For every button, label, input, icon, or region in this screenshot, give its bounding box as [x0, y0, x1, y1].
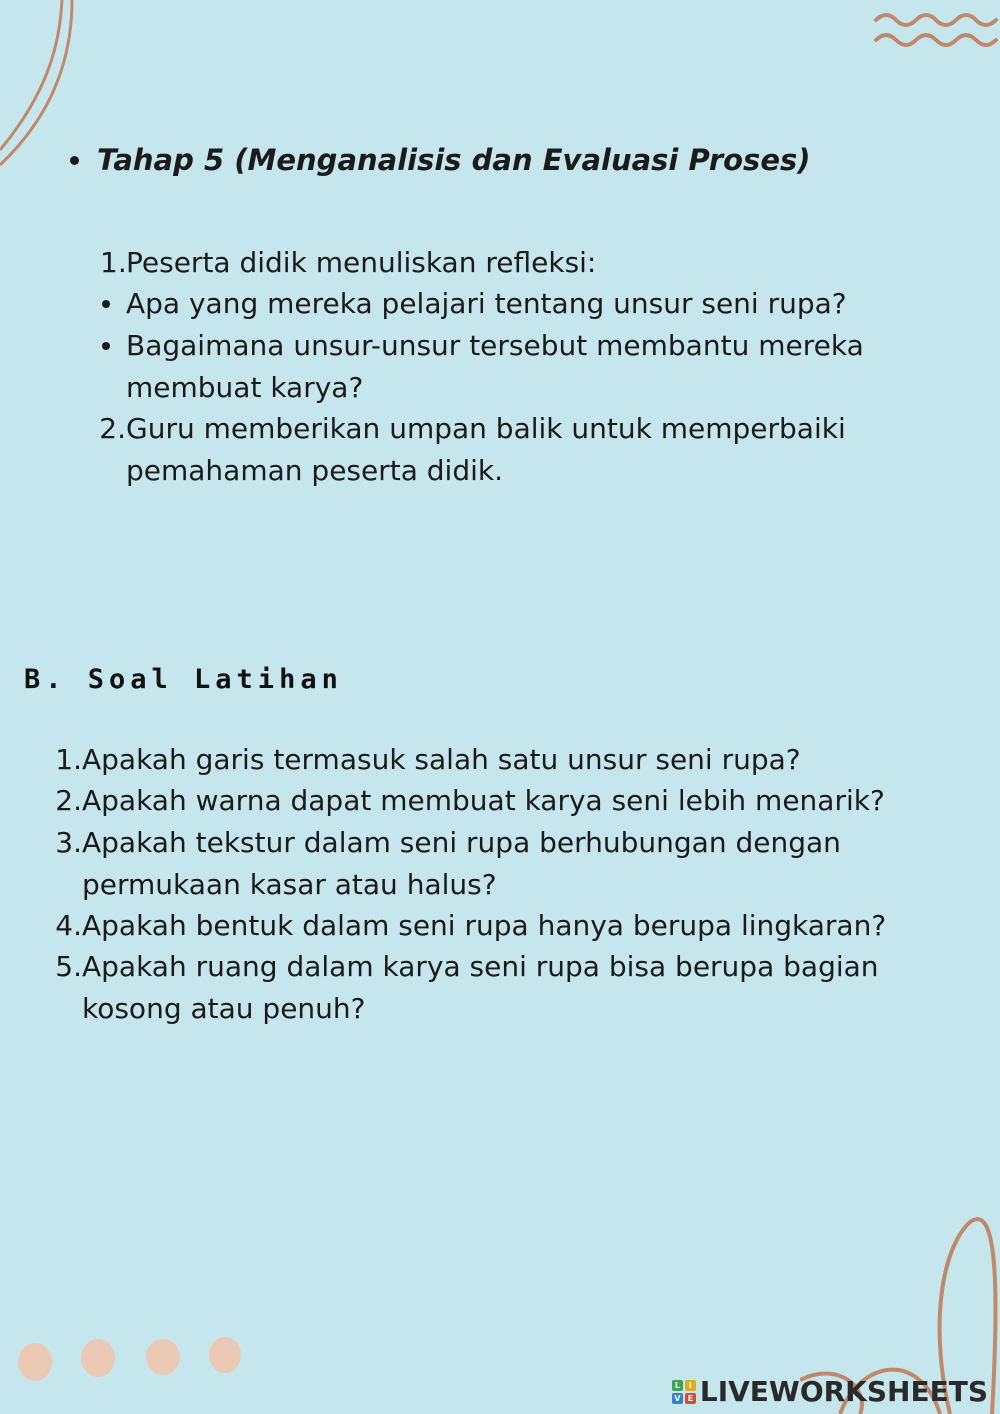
subitem-text-line-1: Bagaimana unsur-unsur tersebut membantu mereka	[126, 329, 864, 362]
question-text: Apakah bentuk dalam seni rupa hanya berupa lingkaran?	[82, 909, 887, 942]
subitem-text-line-2: membuat karya?	[126, 370, 364, 404]
item-text-line-2: pemahaman peserta didik.	[126, 453, 504, 487]
question-text-line-2: kosong atau penuh?	[82, 991, 366, 1025]
bullet-icon	[102, 342, 110, 350]
stage-subitem-1	[80, 283, 960, 325]
item-text-line-1: Guru memberikan umpan balik untuk memperbaiki	[126, 412, 846, 445]
top-right-wave-decoration	[872, 8, 1000, 56]
stage-heading-text: Tahap 5 (Menganalisis dan Evaluasi Proses)	[97, 143, 811, 177]
item-number: 2.	[99, 412, 126, 445]
stage-item-1	[100, 242, 960, 284]
question-number: 2.	[55, 784, 82, 817]
item-text: Peserta didik menuliskan refleksi:	[126, 246, 597, 279]
bullet-icon	[102, 300, 110, 308]
question-1	[50, 739, 980, 781]
question-number: 4.	[55, 909, 82, 942]
logo-letter-l: L	[672, 1380, 683, 1391]
bottom-left-dots-decoration	[14, 1336, 254, 1386]
question-text: Apakah warna dapat membuat karya seni lebih menarik?	[82, 784, 885, 817]
item-number: 1.	[100, 246, 127, 279]
question-text-line-1: Apakah tekstur dalam seni rupa berhubungan dengan	[82, 826, 841, 859]
question-number: 5.	[55, 950, 82, 983]
watermark-text: LIVEWORKSHEETS	[699, 1375, 988, 1408]
stage-item-2	[96, 408, 976, 491]
question-2	[50, 780, 980, 822]
question-number: 3.	[55, 826, 82, 859]
bullet-icon	[70, 156, 79, 165]
question-number: 1.	[55, 743, 82, 776]
question-4	[50, 905, 980, 947]
logo-letter-e: E	[685, 1393, 696, 1404]
question-text-line-1: Apakah ruang dalam karya seni rupa bisa berupa bagian	[82, 950, 879, 983]
stage-heading	[70, 143, 970, 177]
subitem-text: Apa yang mereka pelajari tentang unsur seni rupa?	[126, 287, 847, 320]
liveworksheets-watermark[interactable]	[672, 1375, 988, 1408]
question-5	[50, 946, 980, 1029]
question-3	[50, 822, 980, 905]
question-text-line-2: permukaan kasar atau halus?	[82, 867, 497, 901]
section-title: B. Soal Latihan	[24, 664, 343, 695]
question-text: Apakah garis termasuk salah satu unsur seni rupa?	[82, 743, 801, 776]
logo-letter-v: V	[672, 1393, 683, 1404]
liveworksheets-logo-icon	[672, 1380, 696, 1404]
logo-letter-i: I	[685, 1380, 696, 1391]
stage-subitem-2	[80, 325, 960, 408]
